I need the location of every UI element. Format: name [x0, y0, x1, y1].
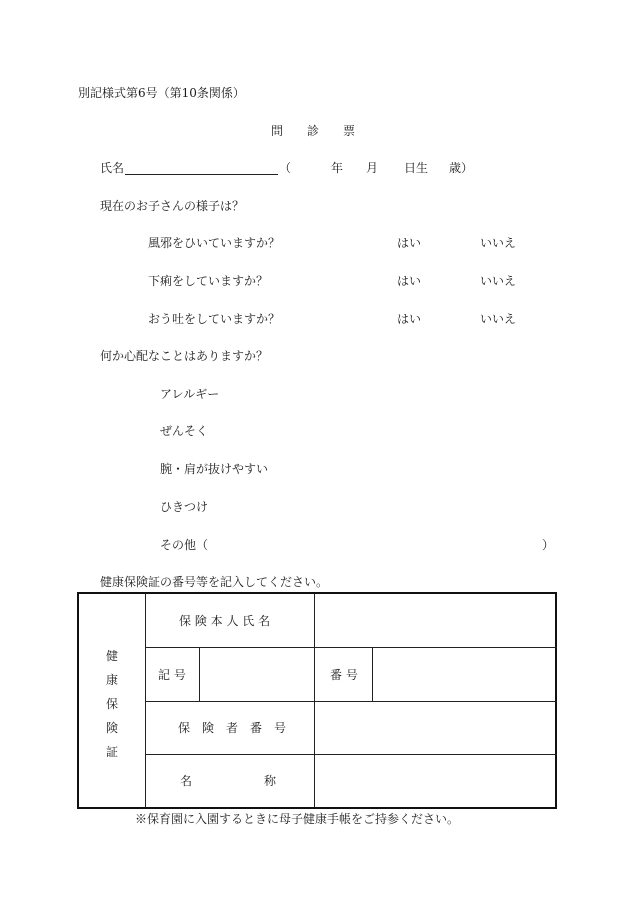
no-option[interactable]: いいえ: [480, 274, 517, 288]
name-open-paren: （: [279, 161, 292, 175]
page-title: 問 診 票: [271, 124, 356, 138]
form-reference: 別記様式第6号（第10条関係）: [78, 86, 245, 100]
other-close-paren: ）: [542, 538, 555, 552]
name-label: 氏名: [100, 161, 125, 175]
month-label: 月: [366, 161, 379, 175]
condition-question-text: おう吐をしていますか？: [148, 312, 281, 326]
yes-option[interactable]: はい: [397, 312, 422, 326]
yes-option[interactable]: はい: [397, 274, 422, 288]
year-label: 年: [331, 161, 344, 175]
concern-item[interactable]: ぜんそく: [160, 424, 209, 438]
insurance-table: [77, 592, 557, 809]
insured-name-label: 保 険 本 人 氏 名: [179, 614, 271, 628]
condition-question: 現在のお子さんの様子は？: [100, 199, 245, 213]
symbol-field[interactable]: [201, 649, 313, 700]
age-label: 歳）: [449, 161, 474, 175]
number-label: 番 号: [330, 668, 358, 682]
table-divider: [199, 647, 200, 701]
insurer-number-field[interactable]: [316, 703, 557, 753]
footer-note: ※保育園に入園するときに母子健康手帳をご持参ください。: [135, 812, 460, 826]
no-option[interactable]: いいえ: [480, 236, 517, 250]
insurance-card-label: 健康保険証: [105, 649, 118, 759]
other-label[interactable]: その他（: [160, 538, 209, 552]
concern-item[interactable]: アレルギー: [160, 387, 220, 401]
table-divider: [372, 647, 373, 701]
yes-option[interactable]: はい: [397, 236, 422, 250]
birth-label: 日生: [404, 161, 429, 175]
table-divider: [145, 701, 557, 702]
table-divider: [145, 647, 557, 648]
condition-question-text: 風邪をひいていますか？: [148, 236, 281, 250]
insured-name-field[interactable]: [316, 594, 557, 647]
name-field[interactable]: [125, 174, 278, 175]
symbol-label: 記 号: [158, 668, 186, 682]
no-option[interactable]: いいえ: [480, 312, 517, 326]
table-divider: [145, 754, 557, 755]
insurer-name-label: 名 称: [180, 774, 277, 788]
number-field[interactable]: [374, 649, 557, 700]
concern-item[interactable]: 腕・肩が抜けやすい: [160, 462, 269, 476]
insurance-instruction: 健康保険証の番号等を記入してください。: [100, 575, 329, 589]
insurer-name-field[interactable]: [316, 756, 557, 807]
insurer-number-label: 保 険 者 番 号: [178, 721, 287, 735]
concern-item[interactable]: ひきつけ: [160, 500, 209, 514]
condition-question-text: 下痢をしていますか？: [148, 274, 269, 288]
concern-question: 何か心配なことはありますか？: [100, 349, 269, 363]
